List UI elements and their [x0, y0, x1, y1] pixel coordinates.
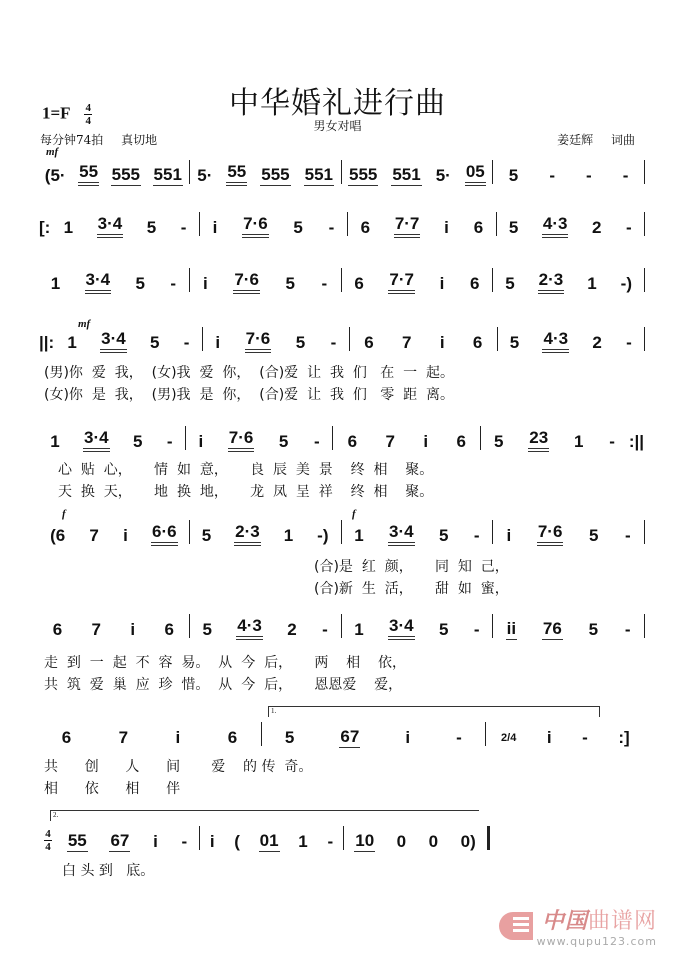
triplet: 551 — [392, 165, 421, 184]
measure — [262, 722, 485, 748]
note: 5 — [135, 274, 145, 293]
measure — [497, 212, 644, 238]
measure — [498, 327, 644, 353]
note: 5 — [150, 333, 160, 352]
final-barline — [487, 826, 490, 850]
note: 6 — [456, 432, 466, 451]
measure — [493, 268, 644, 294]
key-text: 1=F — [42, 103, 70, 123]
measure — [493, 520, 644, 546]
barline — [644, 160, 645, 184]
time-change: 2/4 — [501, 732, 517, 744]
lyric-line-2: (女)你 是 我， (男)我 是 你， (合)爱 让 我 们 零 距 离。 — [44, 387, 455, 403]
note: - — [473, 526, 480, 545]
note: 1 — [63, 218, 74, 237]
score-row-2 — [38, 210, 645, 238]
note: 5 — [494, 432, 504, 451]
note: 0 — [396, 832, 407, 851]
note: 5 — [588, 526, 599, 545]
measure — [55, 327, 201, 353]
measure — [200, 826, 343, 852]
watermark — [499, 904, 657, 948]
measure — [493, 614, 644, 640]
note: i — [439, 274, 445, 293]
note: - — [473, 620, 480, 639]
measure — [186, 426, 333, 452]
note: 7 — [91, 620, 102, 639]
note: 1 — [587, 274, 597, 293]
note: 6 — [52, 620, 63, 639]
note: -) — [317, 526, 329, 545]
note: - — [313, 432, 320, 451]
note: 3·4 — [83, 428, 110, 452]
note: 1 — [573, 432, 584, 451]
measure — [38, 160, 189, 186]
note: 1 — [298, 832, 308, 851]
note: 76 — [542, 619, 562, 638]
note: - — [626, 218, 632, 237]
watermark-text — [537, 904, 657, 948]
note: 5 — [202, 620, 212, 639]
score-row-1 — [38, 158, 645, 186]
note: i — [506, 526, 512, 545]
note: 5 — [508, 218, 519, 237]
note: - — [170, 274, 177, 293]
note: i — [123, 526, 128, 545]
note: 1 — [50, 274, 61, 293]
note: 1 — [354, 526, 364, 545]
note: i — [212, 218, 218, 237]
brand-part1: 中国 — [541, 908, 588, 934]
author-credit — [543, 131, 635, 148]
note: i — [130, 620, 136, 639]
note: 5 — [509, 333, 520, 352]
measure — [190, 614, 341, 640]
second-ending-bracket — [50, 810, 479, 821]
note: 3·4 — [388, 616, 415, 640]
note: 7·6 — [228, 428, 255, 452]
note: i — [439, 333, 445, 352]
note: (6 — [50, 526, 66, 545]
note: -) — [620, 274, 632, 293]
note: - — [327, 832, 334, 851]
note: i — [153, 832, 158, 851]
note: 0 — [428, 832, 439, 851]
score-row-4 — [38, 325, 645, 353]
time-top: 4 — [85, 102, 91, 114]
note: i — [203, 274, 208, 293]
measure — [342, 160, 493, 186]
lyric-line-1: 共 创 人 间 爱 的 传 奇。 — [44, 759, 313, 775]
note: 1 — [50, 432, 60, 451]
note: - — [609, 432, 615, 451]
note: 7 — [402, 333, 412, 352]
note: 7·7 — [394, 214, 421, 238]
note: i — [175, 728, 181, 747]
note: 6 — [469, 274, 480, 293]
note: - — [322, 620, 328, 639]
note: - — [181, 832, 188, 851]
note: - — [586, 166, 592, 185]
repeat-start: ||: — [39, 333, 55, 352]
note: - — [625, 526, 631, 545]
brand-part2: 曲谱网 — [587, 909, 657, 934]
note: - — [549, 166, 555, 185]
measure — [342, 268, 493, 294]
measure — [200, 212, 347, 238]
key-signature — [42, 103, 92, 126]
note: 7·6 — [245, 329, 272, 353]
measure — [481, 426, 628, 452]
note: 7 — [385, 432, 395, 451]
measure — [38, 614, 189, 640]
note: 5 — [146, 218, 157, 237]
ending-label: 1. — [271, 707, 277, 715]
lyric-line-1: 心 贴 心， 情 如 意， 良 辰 美 景 终 相 聚。 — [58, 462, 434, 478]
measure — [333, 426, 480, 452]
measure — [342, 614, 493, 640]
note: 7·6 — [242, 214, 269, 238]
time-bottom: 4 — [85, 115, 91, 127]
first-ending-bracket — [268, 706, 600, 717]
repeat-end: :|| — [628, 432, 644, 451]
measure — [190, 520, 341, 546]
note: 1 — [67, 333, 77, 352]
lyric-line-2: 相 依 相 伴 — [44, 781, 181, 797]
note: 5 — [285, 274, 295, 293]
note: 3·4 — [97, 214, 124, 238]
note: 6 — [364, 333, 374, 352]
dynamic-f: f — [62, 508, 66, 520]
note: - — [582, 728, 588, 747]
note: 3·4 — [100, 329, 127, 353]
note: 3·4 — [388, 522, 415, 546]
note: 55 — [67, 831, 87, 850]
lyric-line-1: (合)是 红 颜， 同 知 己， — [314, 559, 509, 575]
note: 5 — [439, 526, 449, 545]
lyric-line-1: (男)你 爱 我， (女)我 爱 你， (合)爱 让 我 们 在 一 起。 — [44, 365, 455, 381]
note: 2·3 — [234, 522, 261, 546]
ending-label: 2. — [53, 811, 59, 819]
note: 5 — [295, 333, 306, 352]
note: - — [166, 432, 173, 451]
triplet: 551 — [304, 165, 333, 184]
note: 7 — [118, 728, 129, 747]
note: 5 — [439, 620, 449, 639]
note: - — [321, 274, 328, 293]
expression-text: 真切地 — [121, 133, 158, 147]
note: i — [198, 432, 204, 451]
measure — [350, 327, 496, 353]
triplet: 555 — [261, 165, 290, 184]
note: 6 — [61, 728, 72, 747]
repeat-start: [: — [39, 218, 51, 237]
barline — [644, 614, 645, 638]
note: 5 — [505, 274, 515, 293]
measure — [493, 160, 644, 186]
lyric-line-2: 共 筑 爱 巢 应 珍 惜。 从 今 后， 恩恩爱 爱， — [44, 677, 403, 693]
note: 6 — [227, 728, 238, 747]
qupu-logo-icon — [499, 912, 533, 940]
note: 1 — [354, 620, 364, 639]
note: 7·6 — [233, 270, 260, 294]
note: i — [215, 333, 221, 352]
note: - — [180, 218, 187, 237]
author-name: 姜廷辉 — [557, 133, 594, 147]
note: 4·3 — [542, 214, 569, 238]
note: 5 — [278, 432, 289, 451]
measure — [203, 327, 349, 353]
score-row-8 — [38, 720, 645, 748]
score-row-3 — [38, 266, 645, 294]
note: 1 — [283, 526, 294, 545]
lyric-line-1: 白 头 到 底。 — [62, 863, 155, 879]
note: 67 — [340, 727, 360, 746]
measure — [348, 212, 495, 238]
note: 2 — [287, 620, 297, 639]
time-signature — [84, 103, 92, 126]
author-role: 词曲 — [610, 133, 635, 147]
note: 4·3 — [236, 616, 263, 640]
note: i — [444, 218, 449, 237]
dynamic-f: f — [352, 508, 356, 520]
measure — [38, 268, 189, 294]
note: 5 — [588, 620, 599, 639]
lyric-line-1: 走 到 一 起 不 容 易。 从 今 后， 两 相 依， — [44, 655, 406, 671]
measure — [190, 268, 341, 294]
note: 3·4 — [85, 270, 112, 294]
time-signature — [44, 829, 52, 852]
barline — [644, 520, 645, 544]
note: - — [456, 728, 462, 747]
tempo-text: 每分钟74拍 — [40, 133, 104, 147]
note: 7·7 — [388, 270, 415, 294]
watermark-url: www.qupu123.com — [536, 935, 657, 948]
repeat-end: :] — [618, 728, 630, 747]
measure — [190, 160, 341, 186]
note: - — [330, 333, 337, 352]
score-row-7 — [38, 612, 645, 640]
measure — [56, 826, 199, 852]
time-bottom: 4 — [45, 841, 51, 853]
note: i — [405, 728, 411, 747]
note: 01 — [259, 831, 279, 850]
measure — [344, 826, 487, 852]
score-title: 中华婚礼进行曲 — [229, 86, 446, 121]
note: i — [423, 432, 429, 451]
note: i — [546, 728, 552, 747]
measure — [51, 212, 198, 238]
note: 6 — [354, 274, 364, 293]
lyric-line-2: (合)新 生 活， 甜 如 蜜， — [314, 581, 509, 597]
note: 4·3 — [542, 329, 569, 353]
note: 2 — [592, 333, 602, 352]
note: 2 — [592, 218, 602, 237]
note: 5 — [132, 432, 143, 451]
watermark-brand — [542, 904, 657, 935]
barline — [644, 212, 645, 236]
note: 6 — [347, 432, 358, 451]
note: 55 — [226, 162, 247, 186]
note: - — [626, 333, 632, 352]
dynamic-mf: mf — [78, 318, 91, 330]
measure — [38, 426, 185, 452]
note: 6 — [472, 333, 483, 352]
note: 05 — [465, 162, 486, 186]
note: - — [622, 166, 629, 185]
note: 6 — [360, 218, 371, 237]
measure — [38, 722, 261, 748]
measure — [486, 722, 645, 748]
note: 55 — [78, 162, 99, 186]
note: - — [183, 333, 190, 352]
score-row-9 — [44, 824, 490, 852]
note: (5· — [44, 166, 66, 185]
score-row-6 — [38, 518, 645, 546]
note: 6·6 — [151, 522, 178, 546]
note: 67 — [110, 831, 130, 850]
time-top: 4 — [45, 828, 51, 840]
note: 23 — [528, 428, 549, 452]
note: 6 — [164, 620, 174, 639]
note: i — [209, 832, 215, 851]
note: 6 — [473, 218, 484, 237]
tempo-marking — [40, 131, 171, 148]
note: 2·3 — [538, 270, 565, 294]
note: 0) — [460, 832, 476, 851]
lyric-line-2: 天 换 天， 地 换 地， 龙 凤 呈 祥 终 相 聚。 — [58, 484, 434, 500]
note: 5 — [284, 728, 295, 747]
barline — [644, 327, 645, 351]
score-subtitle: 男女对唱 — [313, 119, 362, 133]
triplet: 555 — [111, 165, 140, 184]
note: 5 — [201, 526, 212, 545]
note: 5· — [197, 166, 213, 185]
note: 10 — [355, 831, 375, 850]
dynamic-mf: mf — [46, 146, 59, 158]
note: 5 — [508, 166, 519, 185]
measure — [342, 520, 493, 546]
barline — [644, 268, 645, 292]
note: - — [624, 620, 631, 639]
note: 7 — [89, 526, 99, 545]
triplet: 555 — [348, 165, 378, 184]
note: 5· — [435, 166, 451, 185]
paren: ( — [234, 832, 240, 851]
note: - — [328, 218, 335, 237]
note: 7·6 — [537, 522, 564, 546]
score-row-5 — [38, 424, 645, 452]
note: ii — [506, 619, 517, 638]
note: 5 — [293, 218, 303, 237]
measure — [38, 520, 189, 546]
triplet: 551 — [153, 165, 182, 184]
